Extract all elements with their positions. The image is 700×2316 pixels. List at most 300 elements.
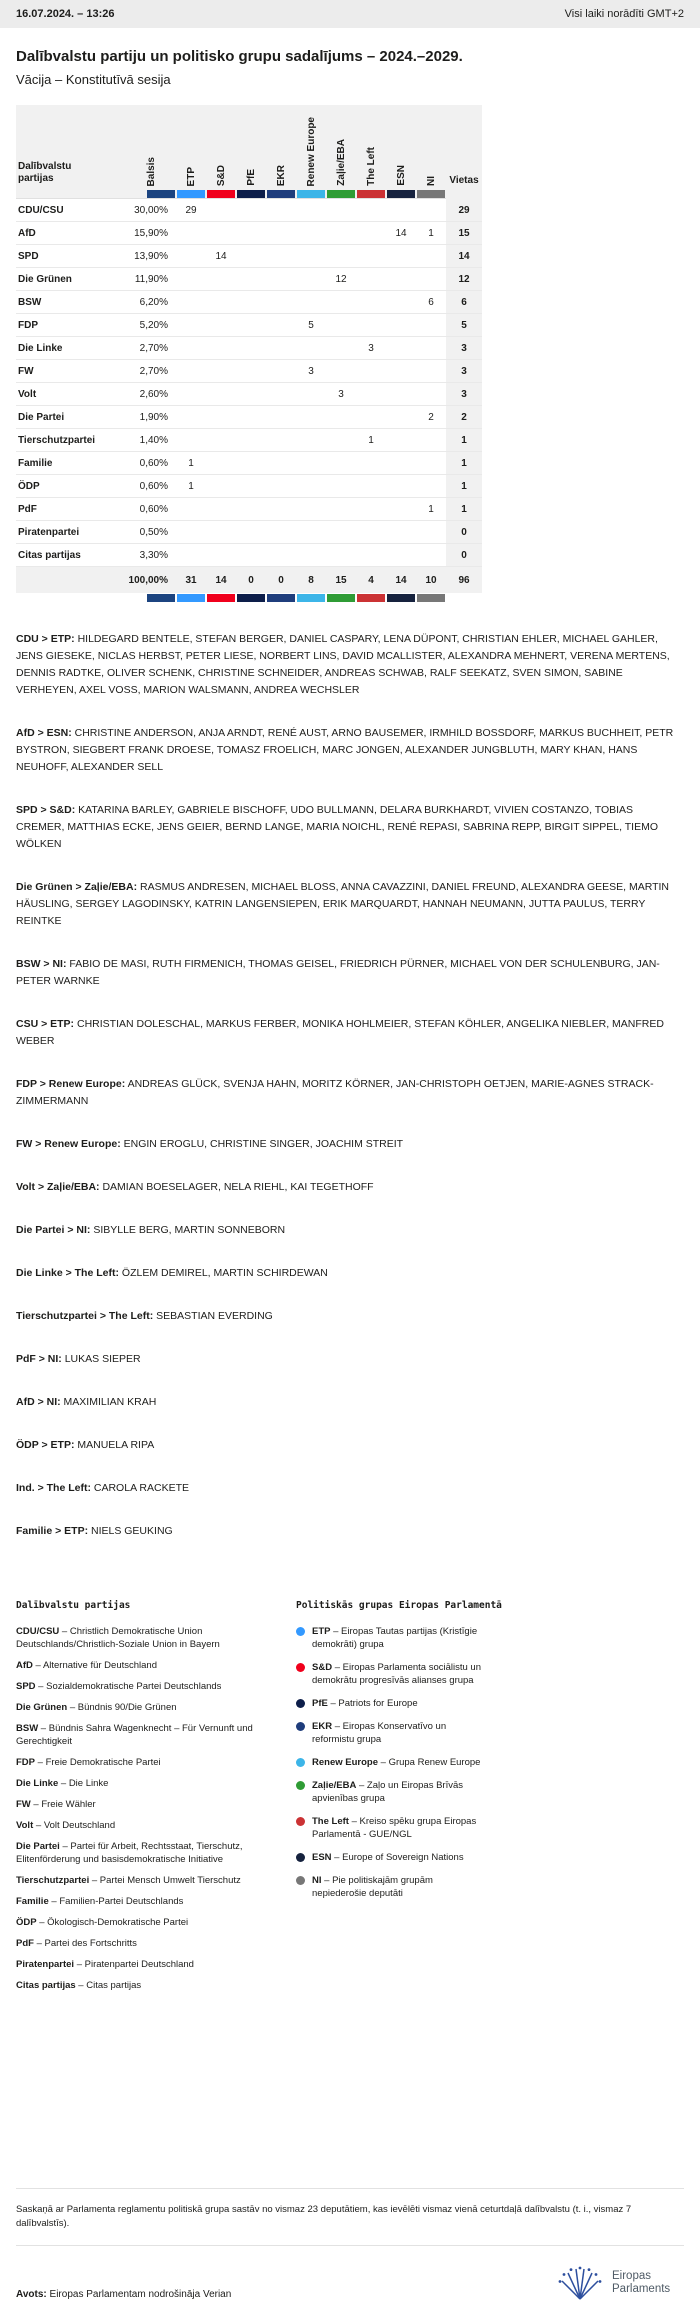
party-group-seats bbox=[386, 360, 416, 382]
group-color-bar bbox=[207, 594, 235, 602]
table-row bbox=[16, 475, 482, 498]
group-legend-item bbox=[296, 1779, 488, 1805]
party-group-seats bbox=[356, 291, 386, 313]
party-total-seats: 1 bbox=[446, 498, 482, 520]
party-legend-abbr: Die Grünen bbox=[16, 1702, 68, 1713]
party-total-seats: 1 bbox=[446, 429, 482, 451]
party-group-seats bbox=[296, 245, 326, 267]
party-group-seats: 1 bbox=[188, 457, 194, 469]
column-header-group bbox=[386, 105, 416, 189]
group-bar-wrap bbox=[386, 190, 416, 198]
column-header-group bbox=[176, 105, 206, 189]
member-list-label: FW > Renew Europe: bbox=[16, 1138, 121, 1150]
party-legend-name: Citas partijas bbox=[86, 1980, 142, 1991]
table-corner-cell bbox=[16, 105, 126, 189]
party-name: Citas partijas bbox=[18, 549, 81, 561]
member-list-names: ANDREAS GLÜCK, SVENJA HAHN, MORITZ KÖRNER, JAN-CHRISTOPH OETJEN, MARIE-AGNES STRACK-ZIMMERMANN bbox=[16, 1078, 654, 1107]
source-text: Eiropas Parlamentam nodrošināja Verian bbox=[49, 2289, 232, 2300]
party-legend-abbr: Die Partei bbox=[16, 1841, 60, 1852]
party-legend-title: Dalībvalstu partijas bbox=[16, 1600, 131, 1611]
balsis-color-bar bbox=[147, 190, 175, 198]
party-legend-name: Volt Deutschland bbox=[43, 1820, 116, 1831]
party-group-seats: 3 bbox=[368, 342, 374, 354]
total-group-seats: 14 bbox=[395, 574, 407, 586]
party-legend-item: Die Linke – Die Linke bbox=[16, 1778, 109, 1789]
party-group-seats bbox=[326, 452, 356, 474]
group-legend-abbr: EKR bbox=[312, 1721, 333, 1732]
party-group-seats bbox=[176, 291, 206, 313]
member-list-names: CAROLA RACKETE bbox=[93, 1482, 190, 1494]
member-list-label: Tierschutzpartei > The Left: bbox=[16, 1310, 154, 1322]
total-group-seats: 31 bbox=[185, 574, 197, 586]
table-corner-label: Dalībvalstu partijas bbox=[18, 161, 72, 184]
party-group-seats bbox=[296, 475, 326, 497]
party-name: Piratenpartei bbox=[18, 526, 80, 538]
table-row bbox=[16, 337, 482, 360]
member-list-paragraph bbox=[16, 879, 684, 930]
party-vote-share: 3,30% bbox=[139, 549, 168, 561]
ep-logo bbox=[557, 2266, 684, 2300]
party-group-seats bbox=[386, 429, 416, 451]
member-list-paragraph bbox=[16, 1016, 684, 1050]
group-legend-desc: Kreiso spēku grupa Eiropas Parlamentā - GUE/NGL bbox=[312, 1816, 477, 1840]
party-legend-name: Partei des Fortschritts bbox=[44, 1938, 137, 1949]
party-total-seats: 12 bbox=[446, 268, 482, 290]
footer-divider-bottom bbox=[16, 2245, 684, 2246]
party-group-seats bbox=[326, 429, 356, 451]
party-group-seats bbox=[176, 383, 206, 405]
group-legend-desc: Europe of Sovereign Nations bbox=[342, 1852, 464, 1863]
column-header-group bbox=[236, 105, 266, 189]
group-color-dot bbox=[296, 1722, 305, 1731]
party-legend-abbr: PdF bbox=[16, 1938, 34, 1949]
member-list-label: Familie > ETP: bbox=[16, 1525, 89, 1537]
party-name: ÖDP bbox=[18, 480, 40, 492]
party-name: FW bbox=[18, 365, 34, 377]
party-group-seats bbox=[176, 406, 206, 428]
group-bar-wrap bbox=[296, 190, 326, 198]
group-legend-desc: Eiropas Tautas partijas (Kristīgie demokrāti) grupa bbox=[312, 1626, 478, 1650]
group-color-dot bbox=[296, 1853, 305, 1862]
party-group-seats: 1 bbox=[188, 480, 194, 492]
party-group-seats bbox=[236, 222, 266, 244]
balsis-bar-wrap bbox=[126, 594, 176, 602]
member-list-names: FABIO DE MASI, RUTH FIRMENICH, THOMAS GEISEL, FRIEDRICH PÜRNER, MICHAEL VON DER SCHULENBURG, JAN-PETER WARNKE bbox=[16, 958, 660, 987]
group-legend-title: Politiskās grupas Eiropas Parlamentā bbox=[296, 1600, 502, 1611]
member-list-names: MAXIMILIAN KRAH bbox=[63, 1396, 157, 1408]
party-total-seats: 6 bbox=[446, 291, 482, 313]
party-total-seats: 14 bbox=[446, 245, 482, 267]
page-title: Dalībvalstu partiju un politisko grupu sadalījums – 2024.–2029. bbox=[16, 48, 463, 65]
group-bar-wrap bbox=[206, 594, 236, 602]
party-group-seats bbox=[416, 521, 446, 543]
party-group-seats bbox=[176, 429, 206, 451]
group-legend-abbr: Zaļie/EBA bbox=[312, 1780, 357, 1791]
party-group-seats bbox=[236, 337, 266, 359]
party-group-seats bbox=[176, 498, 206, 520]
party-group-seats bbox=[236, 406, 266, 428]
group-bar-wrap bbox=[356, 190, 386, 198]
group-legend-item bbox=[296, 1661, 488, 1687]
party-group-seats bbox=[176, 360, 206, 382]
member-list-label: AfD > ESN: bbox=[16, 727, 72, 739]
party-group-seats bbox=[296, 452, 326, 474]
member-list-paragraph bbox=[16, 1265, 684, 1282]
group-legend-item bbox=[296, 1697, 488, 1710]
party-group-seats bbox=[416, 199, 446, 221]
party-group-seats bbox=[236, 360, 266, 382]
party-group-seats bbox=[356, 360, 386, 382]
ep-logo-text: Eiropas Parlaments bbox=[612, 2270, 671, 2295]
party-group-seats bbox=[356, 406, 386, 428]
group-bar-wrap bbox=[326, 190, 356, 198]
column-header-group bbox=[416, 105, 446, 189]
group-legend-item bbox=[296, 1815, 488, 1841]
party-group-seats bbox=[236, 521, 266, 543]
party-group-seats bbox=[356, 245, 386, 267]
party-group-seats bbox=[326, 360, 356, 382]
member-list-label: CSU > ETP: bbox=[16, 1018, 75, 1030]
party-group-seats bbox=[326, 521, 356, 543]
group-bar-wrap bbox=[266, 594, 296, 602]
party-group-seats bbox=[266, 452, 296, 474]
party-group-seats bbox=[386, 245, 416, 267]
bars-spacer bbox=[16, 593, 126, 603]
party-group-seats bbox=[206, 360, 236, 382]
member-list-paragraph bbox=[16, 1222, 684, 1239]
party-name: Tierschutzpartei bbox=[18, 434, 96, 446]
party-group-seats bbox=[416, 337, 446, 359]
group-legend-abbr: ETP bbox=[312, 1626, 331, 1637]
party-group-seats bbox=[296, 199, 326, 221]
party-legend-name: Partei Mensch Umwelt Tierschutz bbox=[99, 1875, 241, 1886]
party-group-seats bbox=[206, 475, 236, 497]
topbar-timezone-note: Visi laiki norādīti GMT+2 bbox=[564, 8, 684, 20]
member-list-label: Die Grünen > Zaļie/EBA: bbox=[16, 881, 138, 893]
party-legend-abbr: Tierschutzpartei bbox=[16, 1875, 90, 1886]
party-group-seats bbox=[236, 544, 266, 566]
group-color-bar bbox=[417, 594, 445, 602]
party-group-seats: 1 bbox=[428, 227, 434, 239]
party-group-seats bbox=[386, 406, 416, 428]
group-color-dot bbox=[296, 1758, 305, 1767]
party-group-seats bbox=[386, 199, 416, 221]
party-vote-share: 6,20% bbox=[139, 296, 168, 308]
member-list-paragraph bbox=[16, 956, 684, 990]
party-group-seats bbox=[266, 429, 296, 451]
party-legend-name: Ökologisch-Demokratische Partei bbox=[47, 1917, 189, 1928]
party-group-seats bbox=[386, 452, 416, 474]
group-legend-text: NI – Pie politiskajām grupām nepiederošie deputāti bbox=[312, 1875, 433, 1899]
total-group-seats: 10 bbox=[425, 574, 437, 586]
party-group-seats bbox=[386, 291, 416, 313]
party-group-seats bbox=[236, 268, 266, 290]
party-group-seats bbox=[356, 268, 386, 290]
party-vote-share: 2,70% bbox=[139, 365, 168, 377]
party-legend-name: Partei für Arbeit, Rechtsstaat, Tierschutz, Elitenförderung und basisdemokratische Initiative bbox=[16, 1841, 243, 1865]
party-group-seats bbox=[266, 544, 296, 566]
party-legend-item: Tierschutzpartei – Partei Mensch Umwelt Tierschutz bbox=[16, 1875, 241, 1886]
member-list-label: FDP > Renew Europe: bbox=[16, 1078, 126, 1090]
group-legend-desc: Patriots for Europe bbox=[338, 1698, 418, 1709]
group-legend-abbr: ESN bbox=[312, 1852, 332, 1863]
party-group-seats bbox=[206, 452, 236, 474]
group-legend-desc: Grupa Renew Europe bbox=[388, 1757, 481, 1768]
group-color-bar bbox=[417, 190, 445, 198]
member-list-names: NIELS GEUKING bbox=[91, 1525, 173, 1537]
group-color-bars-row bbox=[16, 189, 482, 199]
table-row bbox=[16, 429, 482, 452]
party-legend-name: Sozialdemokratische Partei Deutschlands bbox=[46, 1681, 222, 1692]
party-group-seats: 12 bbox=[335, 273, 347, 285]
party-total-seats: 0 bbox=[446, 544, 482, 566]
group-bar-wrap bbox=[176, 594, 206, 602]
group-color-bar bbox=[237, 594, 265, 602]
party-group-seats bbox=[206, 498, 236, 520]
party-group-seats bbox=[296, 406, 326, 428]
table-header-row bbox=[16, 105, 482, 189]
table-row bbox=[16, 406, 482, 429]
party-group-seats bbox=[326, 337, 356, 359]
group-legend bbox=[296, 1600, 502, 2000]
party-group-seats bbox=[356, 222, 386, 244]
column-header-group-label: NI bbox=[425, 176, 437, 186]
group-color-bar bbox=[177, 594, 205, 602]
member-list-paragraph bbox=[16, 725, 684, 776]
table-row bbox=[16, 222, 482, 245]
party-legend-abbr: Familie bbox=[16, 1896, 49, 1907]
party-total-seats: 1 bbox=[446, 475, 482, 497]
total-vote-share: 100,00% bbox=[128, 574, 168, 586]
table-row bbox=[16, 268, 482, 291]
party-group-seats bbox=[356, 452, 386, 474]
party-group-seats bbox=[236, 383, 266, 405]
member-list-names: KATARINA BARLEY, GABRIELE BISCHOFF, UDO BULLMANN, DELARA BURKHARDT, VIVIEN COSTANZO, TOBIAS CREMER, MATTHIAS ECKE, JENS GEIER, BERND LANGE, MARIA NOICHL, RENÉ REPASI, SABRINA REPP, BIRGIT SIPPEL, TIEMO WÖLKEN bbox=[16, 804, 659, 850]
party-group-seats bbox=[176, 268, 206, 290]
party-group-seats: 5 bbox=[308, 319, 314, 331]
party-vote-share: 1,40% bbox=[139, 434, 168, 446]
party-legend-abbr: FW bbox=[16, 1799, 31, 1810]
ep-parliament-hemicycle-icon bbox=[557, 2266, 603, 2300]
party-total-seats: 3 bbox=[446, 383, 482, 405]
party-group-seats bbox=[296, 268, 326, 290]
party-group-seats: 1 bbox=[368, 434, 374, 446]
party-group-seats bbox=[266, 360, 296, 382]
group-legend-text: PfE – Patriots for Europe bbox=[312, 1698, 418, 1709]
vietas-column-fill bbox=[446, 189, 482, 199]
party-group-seats bbox=[206, 544, 236, 566]
party-group-seats bbox=[416, 429, 446, 451]
group-color-bar bbox=[297, 594, 325, 602]
group-color-bar bbox=[327, 190, 355, 198]
party-group-seats bbox=[206, 199, 236, 221]
member-list-paragraph bbox=[16, 1179, 684, 1196]
balsis-bar-wrap bbox=[126, 190, 176, 198]
total-row-spacer bbox=[16, 567, 126, 593]
party-group-seats bbox=[356, 498, 386, 520]
party-legend-item: FDP – Freie Demokratische Partei bbox=[16, 1757, 161, 1768]
group-bar-wrap bbox=[356, 594, 386, 602]
party-name: PdF bbox=[18, 503, 37, 515]
member-list-paragraph bbox=[16, 1523, 684, 1540]
party-group-seats bbox=[326, 199, 356, 221]
party-name: BSW bbox=[18, 296, 42, 308]
party-group-seats bbox=[266, 521, 296, 543]
party-vote-share: 0,60% bbox=[139, 480, 168, 492]
member-list-label: Die Linke > The Left: bbox=[16, 1267, 119, 1279]
party-vote-share: 0,60% bbox=[139, 503, 168, 515]
party-name: Familie bbox=[18, 457, 53, 469]
party-group-seats bbox=[296, 383, 326, 405]
party-group-seats bbox=[326, 544, 356, 566]
party-group-seats bbox=[176, 337, 206, 359]
party-group-seats bbox=[206, 521, 236, 543]
group-bar-wrap bbox=[206, 190, 236, 198]
group-legend-item bbox=[296, 1720, 488, 1746]
group-legend-abbr: S&D bbox=[312, 1662, 333, 1673]
group-legend-items bbox=[296, 1625, 488, 1900]
party-total-seats: 3 bbox=[446, 360, 482, 382]
column-header-vietas bbox=[446, 105, 482, 189]
group-legend-text: Zaļie/EBA – Zaļo un Eiropas Brīvās apvienības grupa bbox=[312, 1780, 464, 1804]
group-color-dot bbox=[296, 1781, 305, 1790]
group-legend-text: S&D – Eiropas Parlamenta sociālistu un demokrātu progresīvās alianses grupa bbox=[312, 1662, 481, 1686]
group-color-bar bbox=[267, 594, 295, 602]
member-list-names: SEBASTIAN EVERDING bbox=[156, 1310, 273, 1322]
party-legend-name: Bündnis Sahra Wagenknecht – Für Vernunft und Gerechtigkeit bbox=[16, 1723, 253, 1747]
party-group-seats bbox=[236, 314, 266, 336]
group-color-bars-row bbox=[16, 593, 482, 603]
party-group-seats: 29 bbox=[185, 204, 197, 216]
group-color-bar bbox=[387, 190, 415, 198]
table-row bbox=[16, 314, 482, 337]
party-legend-item: AfD – Alternative für Deutschland bbox=[16, 1660, 157, 1671]
member-list-label: Die Partei > NI: bbox=[16, 1224, 91, 1236]
party-group-seats bbox=[416, 360, 446, 382]
member-list-names: CHRISTINE ANDERSON, ANJA ARNDT, RENÉ AUST, ARNO BAUSEMER, IRMHILD BOSSDORF, MARKUS BUCHHEIT, PETR BYSTRON, SIEGBERT FRANK DROESE, TOMASZ FROELICH, MARC JONGEN, ALEXANDER JUNGBLUTH, MARY KHAN, HANS NEUHOFF, ALEXANDER SELL bbox=[16, 727, 674, 773]
member-list-names: RASMUS ANDRESEN, MICHAEL BLOSS, ANNA CAVAZZINI, DANIEL FREUND, ALEXANDRA GEESE, MARTIN HÄUSLING, SERGEY LAGODINSKY, KATRIN LANGENSIEPEN, ERIK MARQUARDT, HANNAH NEUMANN, JUTTA PAULUS, TERRY REINTKE bbox=[16, 881, 670, 927]
group-color-dot bbox=[296, 1663, 305, 1672]
party-group-seats bbox=[356, 475, 386, 497]
party-group-seats bbox=[386, 314, 416, 336]
member-list-label: PdF > NI: bbox=[16, 1353, 62, 1365]
party-group-seats bbox=[236, 245, 266, 267]
member-list-names: HILDEGARD BENTELE, STEFAN BERGER, DANIEL CASPARY, LENA DÜPONT, CHRISTIAN EHLER, MICHAEL GAHLER, JENS GIESEKE, NICLAS HERBST, PETER LIESE, NORBERT LINS, DAVID MCALLISTER, ALEXANDRA MEHNERT, VERENA MERTENS, DENNIS RADTKE, OLIVER SCHENK, CHRISTINE SCHNEIDER, ANDREAS SCHWAB, RALF SEEKATZ, SVEN SIMON, SABINE VERHEYEN, AXEL VOSS, MARION WALSMANN, ANDREA WECHSLER bbox=[16, 633, 670, 696]
group-color-bar bbox=[387, 594, 415, 602]
total-group-seats: 8 bbox=[308, 574, 314, 586]
table-total-row bbox=[16, 567, 482, 593]
table-row bbox=[16, 521, 482, 544]
group-legend-abbr: NI bbox=[312, 1875, 322, 1886]
column-header-group bbox=[206, 105, 236, 189]
total-group-seats: 0 bbox=[248, 574, 254, 586]
footnote: Saskaņā ar Parlamenta reglamentu politiskā grupa sastāv no vismaz 23 deputātiem, kas ievēlēti vismaz vienā ceturtdaļā dalībvalstu (t. i., vismaz 7 dalībvalstīs). bbox=[16, 2204, 632, 2229]
member-list-paragraph bbox=[16, 1308, 684, 1325]
party-legend-item: Citas partijas – Citas partijas bbox=[16, 1980, 142, 1991]
party-group-seats bbox=[386, 521, 416, 543]
party-legend-abbr: CDU/CSU bbox=[16, 1626, 60, 1637]
party-vote-share: 0,60% bbox=[139, 457, 168, 469]
party-group-seats bbox=[386, 337, 416, 359]
member-list-names: DAMIAN BOESELAGER, NELA RIEHL, KAI TEGETHOFF bbox=[102, 1181, 374, 1193]
party-total-seats: 1 bbox=[446, 452, 482, 474]
party-total-seats: 2 bbox=[446, 406, 482, 428]
member-list-label: Ind. > The Left: bbox=[16, 1482, 91, 1494]
party-group-seats bbox=[416, 245, 446, 267]
party-group-seats bbox=[266, 314, 296, 336]
member-list-label: CDU > ETP: bbox=[16, 633, 75, 645]
party-group-seats bbox=[326, 498, 356, 520]
group-legend-desc: Eiropas Konservatīvo un reformistu grupa bbox=[312, 1721, 447, 1745]
group-bar-wrap bbox=[176, 190, 206, 198]
party-legend-item: ÖDP – Ökologisch-Demokratische Partei bbox=[16, 1917, 189, 1928]
party-group-seats bbox=[266, 291, 296, 313]
party-legend-name: Piratenpartei Deutschland bbox=[84, 1959, 194, 1970]
member-list-paragraph bbox=[16, 1394, 684, 1411]
party-group-seats bbox=[296, 544, 326, 566]
party-name: SPD bbox=[18, 250, 39, 262]
column-header-group-label: Zaļie/EBA bbox=[335, 139, 347, 186]
member-list-paragraph bbox=[16, 1136, 684, 1153]
member-list-names: ÖZLEM DEMIREL, MARTIN SCHIRDEWAN bbox=[121, 1267, 328, 1279]
party-group-seats bbox=[236, 498, 266, 520]
party-legend-abbr: FDP bbox=[16, 1757, 35, 1768]
source-label: Avots: bbox=[16, 2289, 47, 2300]
group-color-bar bbox=[177, 190, 205, 198]
party-group-seats bbox=[266, 337, 296, 359]
member-lists bbox=[16, 631, 684, 1566]
party-group-seats bbox=[326, 314, 356, 336]
party-vote-share: 2,60% bbox=[139, 388, 168, 400]
column-header-group-label: Renew Europe bbox=[305, 116, 317, 186]
table-row bbox=[16, 199, 482, 222]
party-group-seats bbox=[176, 222, 206, 244]
column-header-group-label: ESN bbox=[395, 165, 407, 186]
member-list-paragraph bbox=[16, 1076, 684, 1110]
party-legend-items bbox=[16, 1625, 268, 1992]
table-row bbox=[16, 452, 482, 475]
party-legend-item: Piratenpartei – Piratenpartei Deutschland bbox=[16, 1959, 194, 1970]
column-header-group bbox=[296, 105, 326, 189]
group-color-bar bbox=[357, 190, 385, 198]
party-vote-share: 30,00% bbox=[134, 204, 168, 216]
party-group-seats bbox=[296, 498, 326, 520]
party-legend-abbr: Die Linke bbox=[16, 1778, 59, 1789]
member-list-paragraph bbox=[16, 1437, 684, 1454]
group-color-bar bbox=[207, 190, 235, 198]
party-group-seats bbox=[266, 383, 296, 405]
group-color-bar bbox=[327, 594, 355, 602]
legends bbox=[16, 1600, 502, 2000]
member-list-label: ÖDP > ETP: bbox=[16, 1439, 75, 1451]
party-legend-item: BSW – Bündnis Sahra Wagenknecht – Für Vernunft und Gerechtigkeit bbox=[16, 1723, 253, 1747]
party-legend-abbr: Volt bbox=[16, 1820, 34, 1831]
column-header-group-label: ETP bbox=[185, 166, 197, 186]
party-legend-item: SPD – Sozialdemokratische Partei Deutschlands bbox=[16, 1681, 222, 1692]
footer-divider-top bbox=[16, 2188, 684, 2189]
member-list-paragraph bbox=[16, 802, 684, 853]
total-group-seats: 15 bbox=[335, 574, 347, 586]
party-group-seats bbox=[236, 199, 266, 221]
party-legend-abbr: BSW bbox=[16, 1723, 39, 1734]
column-header-balsis-label: Balsis bbox=[145, 156, 157, 186]
party-group-seats bbox=[386, 475, 416, 497]
party-name: Die Partei bbox=[18, 411, 65, 423]
party-group-seats bbox=[236, 475, 266, 497]
group-color-bar bbox=[297, 190, 325, 198]
party-legend-item: Volt – Volt Deutschland bbox=[16, 1820, 116, 1831]
member-list-names: LUKAS SIEPER bbox=[64, 1353, 141, 1365]
